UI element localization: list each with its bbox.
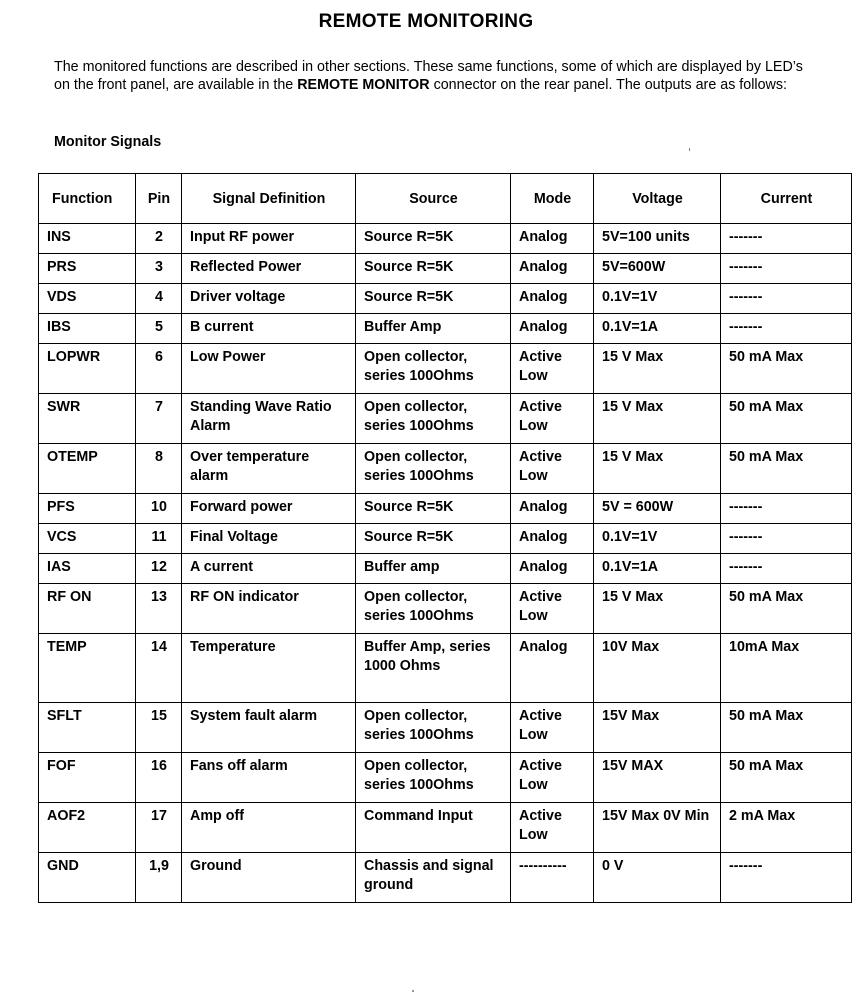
cell-function: PFS: [39, 494, 136, 524]
intro-paragraph: [54, 58, 814, 94]
table-row: [39, 224, 852, 254]
intro-connector-name: REMOTE MONITOR: [297, 77, 430, 93]
table-row: [39, 284, 852, 314]
cell-current: 50 mA Max: [721, 394, 852, 444]
cell-mode: ----------: [511, 853, 594, 903]
page-title: REMOTE MONITORING: [318, 11, 534, 32]
cell-pin: 11: [136, 524, 182, 554]
cell-pin: 17: [136, 803, 182, 853]
cell-voltage: 0.1V=1A: [594, 554, 721, 584]
cell-signal-definition: System fault alarm: [182, 703, 356, 753]
table-row: [39, 753, 852, 803]
table-row: [39, 803, 852, 853]
cell-signal-definition: Standing Wave Ratio Alarm: [182, 394, 356, 444]
cell-pin: 2: [136, 224, 182, 254]
cell-current: -------: [721, 853, 852, 903]
cell-voltage: 0.1V=1V: [594, 284, 721, 314]
cell-source: Open collector, series 100Ohms: [356, 584, 511, 634]
cell-mode: Analog: [511, 284, 594, 314]
cell-pin: 7: [136, 394, 182, 444]
cell-voltage: 15V Max 0V Min: [594, 803, 721, 853]
cell-function: PRS: [39, 254, 136, 284]
table-row: [39, 444, 852, 494]
cell-source: Source R=5K: [356, 224, 511, 254]
cell-current: -------: [721, 524, 852, 554]
cell-source: Open collector, series 100Ohms: [356, 444, 511, 494]
cell-pin: 4: [136, 284, 182, 314]
cell-voltage: 10V Max: [594, 634, 721, 703]
cell-current: 50 mA Max: [721, 584, 852, 634]
cell-current: 50 mA Max: [721, 344, 852, 394]
cell-signal-definition: A current: [182, 554, 356, 584]
cell-source: Source R=5K: [356, 284, 511, 314]
cell-function: IAS: [39, 554, 136, 584]
cell-function: SFLT: [39, 703, 136, 753]
cell-function: TEMP: [39, 634, 136, 703]
cell-pin: 14: [136, 634, 182, 703]
cell-current: 50 mA Max: [721, 753, 852, 803]
cell-pin: 16: [136, 753, 182, 803]
cell-source: Open collector, series 100Ohms: [356, 753, 511, 803]
cell-pin: 6: [136, 344, 182, 394]
cell-signal-definition: Low Power: [182, 344, 356, 394]
cell-source: Command Input: [356, 803, 511, 853]
cell-voltage: 15V MAX: [594, 753, 721, 803]
table-row: [39, 634, 852, 703]
cell-voltage: 15 V Max: [594, 394, 721, 444]
cell-mode: Analog: [511, 634, 594, 703]
cell-voltage: 0.1V=1A: [594, 314, 721, 344]
cell-signal-definition: Fans off alarm: [182, 753, 356, 803]
table-row: [39, 394, 852, 444]
cell-signal-definition: RF ON indicator: [182, 584, 356, 634]
cell-mode: Analog: [511, 494, 594, 524]
cell-current: 2 mA Max: [721, 803, 852, 853]
cell-function: FOF: [39, 753, 136, 803]
cell-source: Buffer Amp: [356, 314, 511, 344]
table-row: [39, 344, 852, 394]
monitor-signals-table: [38, 173, 852, 903]
cell-pin: 13: [136, 584, 182, 634]
cell-signal-definition: Final Voltage: [182, 524, 356, 554]
cell-function: RF ON: [39, 584, 136, 634]
cell-current: -------: [721, 224, 852, 254]
cell-function: GND: [39, 853, 136, 903]
section-heading: Monitor Signals: [54, 134, 162, 150]
intro-text-1: The monitored functions are described in other sections. These same functions, some of which are displayed by LED’s on the front panel, are available in the: [54, 59, 803, 93]
cell-source: Source R=5K: [356, 254, 511, 284]
header-function: Function: [39, 174, 136, 224]
cell-source: Source R=5K: [356, 494, 511, 524]
cell-voltage: 15 V Max: [594, 584, 721, 634]
cell-function: VDS: [39, 284, 136, 314]
cell-mode: Active Low: [511, 394, 594, 444]
header-voltage: Voltage: [594, 174, 721, 224]
cell-current: -------: [721, 494, 852, 524]
header-current: Current: [721, 174, 852, 224]
table-row: [39, 554, 852, 584]
cell-source: Chassis and signal ground: [356, 853, 511, 903]
cell-current: 50 mA Max: [721, 703, 852, 753]
cell-signal-definition: Temperature: [182, 634, 356, 703]
cell-voltage: 15 V Max: [594, 444, 721, 494]
cell-voltage: 5V=100 units: [594, 224, 721, 254]
header-source: Source: [356, 174, 511, 224]
table-row: [39, 314, 852, 344]
cell-current: 10mA Max: [721, 634, 852, 703]
cell-signal-definition: Reflected Power: [182, 254, 356, 284]
cell-voltage: 15 V Max: [594, 344, 721, 394]
cell-signal-definition: Driver voltage: [182, 284, 356, 314]
scan-speck: [412, 990, 414, 992]
header-signal-definition: Signal Definition: [182, 174, 356, 224]
table-row: [39, 524, 852, 554]
table-row: [39, 703, 852, 753]
cell-source: Open collector, series 100Ohms: [356, 344, 511, 394]
cell-pin: 5: [136, 314, 182, 344]
cell-source: Open collector, series 100Ohms: [356, 703, 511, 753]
cell-mode: Analog: [511, 224, 594, 254]
cell-pin: 12: [136, 554, 182, 584]
cell-function: IBS: [39, 314, 136, 344]
intro-text-2: connector on the rear panel. The outputs are as follows:: [429, 77, 787, 93]
scan-speck: [689, 148, 690, 151]
table-header-row: [39, 174, 852, 224]
cell-mode: Active Low: [511, 584, 594, 634]
cell-current: -------: [721, 254, 852, 284]
cell-signal-definition: B current: [182, 314, 356, 344]
cell-signal-definition: Amp off: [182, 803, 356, 853]
cell-mode: Active Low: [511, 703, 594, 753]
cell-source: Open collector, series 100Ohms: [356, 394, 511, 444]
cell-current: 50 mA Max: [721, 444, 852, 494]
cell-mode: Active Low: [511, 803, 594, 853]
cell-mode: Active Low: [511, 444, 594, 494]
cell-function: INS: [39, 224, 136, 254]
cell-function: SWR: [39, 394, 136, 444]
cell-mode: Active Low: [511, 344, 594, 394]
cell-signal-definition: Ground: [182, 853, 356, 903]
cell-pin: 15: [136, 703, 182, 753]
table-row: [39, 853, 852, 903]
cell-source: Source R=5K: [356, 524, 511, 554]
cell-source: Buffer amp: [356, 554, 511, 584]
cell-function: LOPWR: [39, 344, 136, 394]
cell-function: OTEMP: [39, 444, 136, 494]
cell-mode: Analog: [511, 524, 594, 554]
cell-voltage: 5V = 600W: [594, 494, 721, 524]
cell-pin: 10: [136, 494, 182, 524]
cell-pin: 8: [136, 444, 182, 494]
cell-signal-definition: Forward power: [182, 494, 356, 524]
cell-function: VCS: [39, 524, 136, 554]
cell-mode: Active Low: [511, 753, 594, 803]
cell-source: Buffer Amp, series 1000 Ohms: [356, 634, 511, 703]
cell-current: -------: [721, 554, 852, 584]
header-mode: Mode: [511, 174, 594, 224]
cell-voltage: 5V=600W: [594, 254, 721, 284]
table-row: [39, 584, 852, 634]
cell-mode: Analog: [511, 314, 594, 344]
cell-signal-definition: Over temperature alarm: [182, 444, 356, 494]
cell-signal-definition: Input RF power: [182, 224, 356, 254]
cell-current: -------: [721, 284, 852, 314]
table-row: [39, 494, 852, 524]
cell-function: AOF2: [39, 803, 136, 853]
cell-mode: Analog: [511, 254, 594, 284]
cell-current: -------: [721, 314, 852, 344]
cell-voltage: 0.1V=1V: [594, 524, 721, 554]
cell-voltage: 15V Max: [594, 703, 721, 753]
cell-voltage: 0 V: [594, 853, 721, 903]
table-row: [39, 254, 852, 284]
cell-pin: 3: [136, 254, 182, 284]
header-pin: Pin: [136, 174, 182, 224]
cell-mode: Analog: [511, 554, 594, 584]
cell-pin: 1,9: [136, 853, 182, 903]
